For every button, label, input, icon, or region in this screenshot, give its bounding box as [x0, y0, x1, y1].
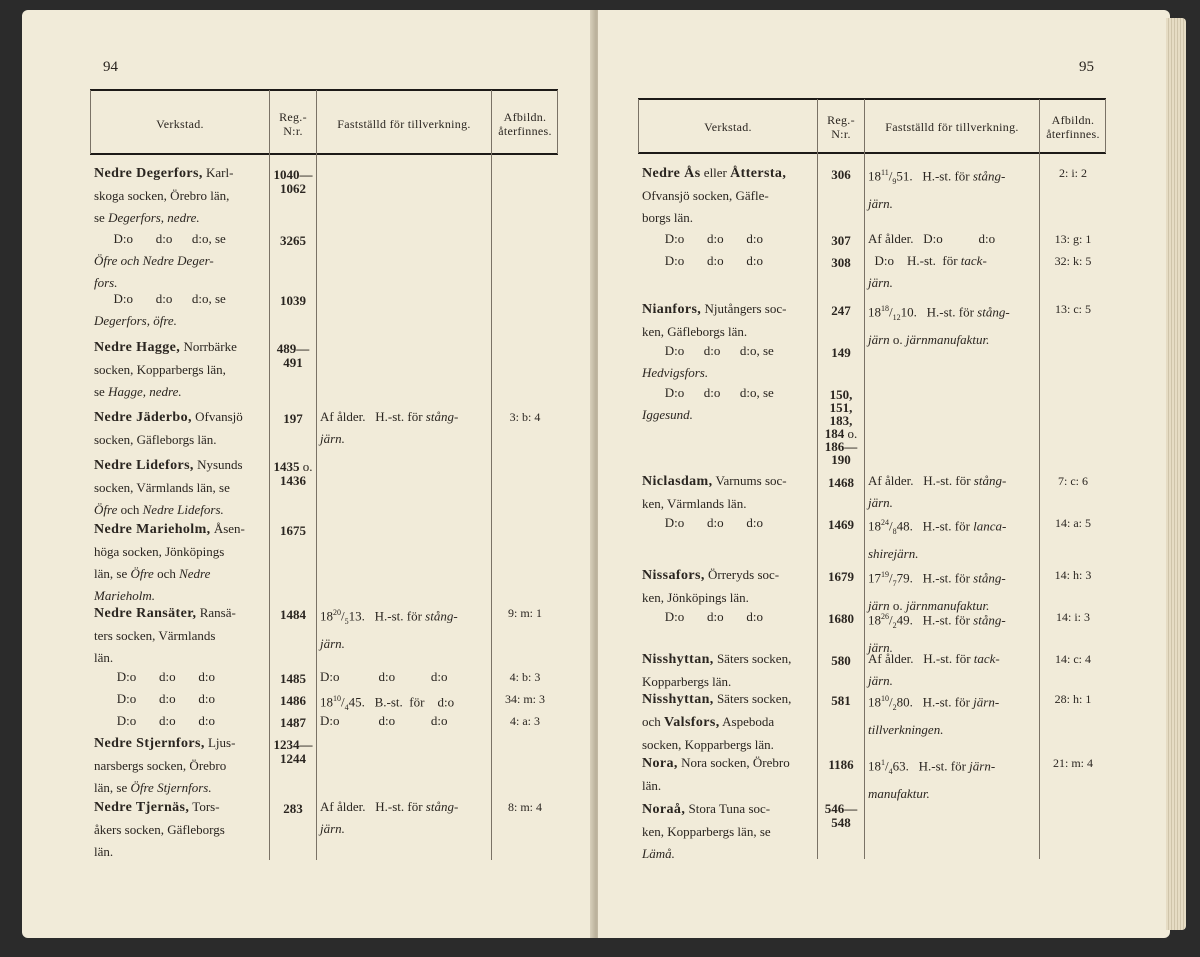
faststalld-text: $18^{20}/_513$. H.-st. för stång- järn. — [320, 608, 458, 651]
faststalld-text: $18^{11}/_951$. H.-st. för stång- järn. — [868, 168, 1006, 211]
afbild-ref: 8: m: 4 — [507, 800, 542, 814]
entry-niclasdam-2: D:o d:o d:o — [642, 515, 763, 530]
entry-nissafors-2: D:o d:o d:o — [642, 609, 763, 624]
entry-ransater-2: D:o d:o d:o — [94, 669, 215, 684]
header-afbild-line1: Afbildn. — [1051, 113, 1095, 127]
header-faststalld: Fastställd för tillverkning. — [337, 117, 471, 131]
page-edges — [1166, 18, 1186, 930]
entry-nianfors-2: D:o d:o d:o, se Hedvigsfors. — [642, 343, 774, 380]
faststalld-text: D:o d:o d:o — [320, 713, 448, 728]
afbild-ref: 2: i: 2 — [1058, 166, 1087, 180]
entry-niclasdam: Niclasdam, Varnums soc- ken, Värmlands län. — [642, 473, 787, 511]
column-divider — [864, 99, 865, 859]
column-divider — [1105, 99, 1106, 153]
afbild-ref: 13: c: 5 — [1055, 302, 1091, 316]
column-divider — [557, 90, 558, 154]
entry-ransater-3: D:o d:o d:o — [94, 691, 215, 706]
entry-nisshyttan-valsfors: Nisshyttan, Säters socken, och Valsfors, Aspeboda socken, Kopparbergs län. — [642, 691, 792, 752]
afbild-ref: 14: c: 4 — [1055, 652, 1091, 666]
entry-nedre-stjernfors: Nedre Stjernfors, Ljus- narsbergs socken, Örebro län, se Öfre Stjernfors. — [94, 735, 236, 795]
reg-number: 247 — [831, 303, 851, 318]
reg-number: 1040— 1062 — [273, 167, 313, 196]
entry-nissafors: Nissafors, Örreryds soc- ken, Jönköpings län. — [642, 567, 780, 605]
afbild-ref: 7: c: 6 — [1058, 474, 1088, 488]
faststalld-text: Af ålder. D:o d:o — [868, 231, 996, 246]
header-reg-line1: Reg.- — [827, 113, 855, 127]
afbild-ref: 9: m: 1 — [507, 606, 542, 620]
reg-number: 1435 o. 1436 — [273, 459, 313, 488]
afbild-ref: 14: i: 3 — [1055, 610, 1090, 624]
header-rule — [90, 153, 558, 155]
afbild-ref: 4: b: 3 — [509, 670, 541, 684]
reg-number: 306 — [831, 167, 851, 182]
header-afbild-line2: återfinnes. — [1046, 127, 1100, 141]
faststalld-text: $18^1/_463$. H.-st. för järn- manufaktur. — [868, 758, 996, 801]
entry-nedre-jaderbo: Nedre Jäderbo, Ofvansjö socken, Gäfleborgs län. — [94, 409, 243, 447]
header-afbild-line1: Afbildn. — [503, 110, 547, 124]
faststalld-text: D:o H.-st. för tack- järn. — [868, 253, 987, 290]
afbild-ref: 28: h: 1 — [1054, 692, 1092, 706]
column-divider — [491, 90, 492, 860]
entry-nedre-as: Nedre Ås eller Åttersta, Ofvansjö socken, Gäfle- borgs län. — [642, 165, 787, 225]
entry-nisshyttan: Nisshyttan, Säters socken, Kopparbergs län. — [642, 651, 792, 689]
header-rule — [638, 152, 1106, 154]
afbild-ref: 4: a: 3 — [510, 714, 540, 728]
entry-ransater-4: D:o d:o d:o — [94, 713, 215, 728]
afbild-ref: 3: b: 4 — [509, 410, 541, 424]
reg-number: 1234— 1244 — [273, 737, 313, 766]
entry-nedre-marieholm: Nedre Marieholm, Åsen- höga socken, Jönköpings län, se Öfre och Nedre Marieholm. — [94, 521, 245, 603]
reg-number: 149 — [831, 345, 851, 360]
header-afbild — [493, 110, 557, 138]
header-faststalld: Fastställd för tillverkning. — [885, 120, 1019, 134]
entry-nedre-hagge: Nedre Hagge, Norrbärke socken, Kopparbergs län, se Hagge, nedre. — [94, 339, 237, 399]
header-verkstad: Verkstad. — [156, 117, 204, 131]
reg-number: 1469 — [828, 517, 854, 532]
header-reg — [270, 110, 316, 138]
entry-nianfors-3: D:o d:o d:o, se Iggesund. — [642, 385, 774, 422]
reg-number: 1679 — [828, 569, 854, 584]
header-reg-line2: N:r. — [831, 127, 851, 141]
entry-nedre-ransater: Nedre Ransäter, Ransä- ters socken, Värmlands län. — [94, 605, 236, 665]
column-divider — [90, 90, 91, 154]
faststalld-text: $18^{26}/_249$. H.-st. för stång- järn. — [868, 612, 1006, 655]
reg-number: 580 — [831, 653, 851, 668]
entry-as-3: D:o d:o d:o — [642, 253, 763, 268]
header-afbild — [1041, 113, 1105, 141]
reg-number: 489— 491 — [276, 341, 310, 370]
afbild-ref: 13: g: 1 — [1054, 232, 1092, 246]
afbild-ref: 32: k: 5 — [1054, 254, 1092, 268]
header-reg-line2: N:r. — [283, 124, 303, 138]
top-rule — [638, 98, 1106, 100]
faststalld-text: Af ålder. H.-st. för stång- järn. — [868, 473, 1007, 510]
faststalld-text: Af ålder. H.-st. för tack- järn. — [868, 651, 1000, 688]
reg-number: 1484 — [280, 607, 306, 622]
reg-number: 1675 — [280, 523, 306, 538]
faststalld-text: $18^{10}/_280$. H.-st. för järn- tillverkningen. — [868, 694, 1000, 737]
column-divider — [638, 99, 639, 153]
page-number-right: 95 — [1079, 59, 1094, 75]
entry-degerfors-2: D:o d:o d:o, se Öfre och Nedre Deger- fors. — [94, 231, 226, 290]
reg-number: 1485 — [280, 671, 306, 686]
reg-number: 308 — [831, 255, 851, 270]
entry-nedre-lidefors: Nedre Lidefors, Nysunds socken, Värmlands län, se Öfre och Nedre Lidefors. — [94, 457, 243, 517]
entry-noraa: Noraå, Stora Tuna soc- ken, Kopparbergs län, se Lämå. — [642, 801, 771, 861]
entry-nora: Nora, Nora socken, Örebro län. — [642, 755, 790, 793]
reg-number: 1487 — [280, 715, 306, 730]
reg-number: 1039 — [280, 293, 306, 308]
reg-number: 1186 — [828, 757, 854, 772]
afbild-ref: 14: h: 3 — [1054, 568, 1092, 582]
entry-nianfors: Nianfors, Njutångers soc- ken, Gäfleborgs län. — [642, 301, 787, 339]
faststalld-text: $18^{24}/_848$. H.-st. för lanca- shirejärn. — [868, 518, 1007, 561]
faststalld-text: Af ålder. H.-st. för stång- järn. — [320, 409, 459, 446]
reg-number: 3265 — [280, 233, 306, 248]
entry-as-2: D:o d:o d:o — [642, 231, 763, 246]
faststalld-text: $18^{10}/_445$. B.-st. för d:o — [320, 694, 455, 712]
top-rule — [90, 89, 558, 91]
reg-number: 581 — [831, 693, 851, 708]
afbild-ref: 21: m: 4 — [1052, 756, 1093, 770]
reg-number: 1486 — [280, 693, 306, 708]
reg-number: 1680 — [828, 611, 854, 626]
header-reg-line1: Reg.- — [279, 110, 307, 124]
reg-number: 1468 — [828, 475, 854, 490]
header-reg — [818, 113, 864, 141]
page-number-left: 94 — [103, 59, 118, 75]
faststalld-text: $17^{19}/_779$. H.-st. för stång- järn o. järnmanufaktur. — [868, 570, 1006, 613]
afbild-ref: 14: a: 5 — [1055, 516, 1091, 530]
header-verkstad: Verkstad. — [704, 120, 752, 134]
entry-nedre-degerfors: Nedre Degerfors, Karl- skoga socken, Örebro län, se Degerfors, nedre. — [94, 165, 234, 225]
reg-number: 197 — [283, 411, 303, 426]
header-afbild-line2: återfinnes. — [498, 124, 552, 138]
entry-nedre-tjernas: Nedre Tjernäs, Tors- åkers socken, Gäfleborgs län. — [94, 799, 225, 859]
reg-number: 283 — [283, 801, 303, 816]
column-divider — [316, 90, 317, 860]
faststalld-text: $18^{18}/_{12}10$. H.-st. för stång- järn o. järnmanufaktur. — [868, 304, 1010, 347]
reg-number: 307 — [831, 233, 851, 248]
reg-number: 150, 151, 183, 184 o. 186— 190 — [824, 387, 858, 467]
afbild-ref: 34: m: 3 — [504, 692, 545, 706]
faststalld-text: D:o d:o d:o — [320, 669, 448, 684]
reg-number: 546— 548 — [824, 801, 858, 830]
faststalld-text: Af ålder. H.-st. för stång- järn. — [320, 799, 459, 836]
entry-degerfors-3: D:o d:o d:o, se Degerfors, öfre. — [94, 291, 226, 328]
